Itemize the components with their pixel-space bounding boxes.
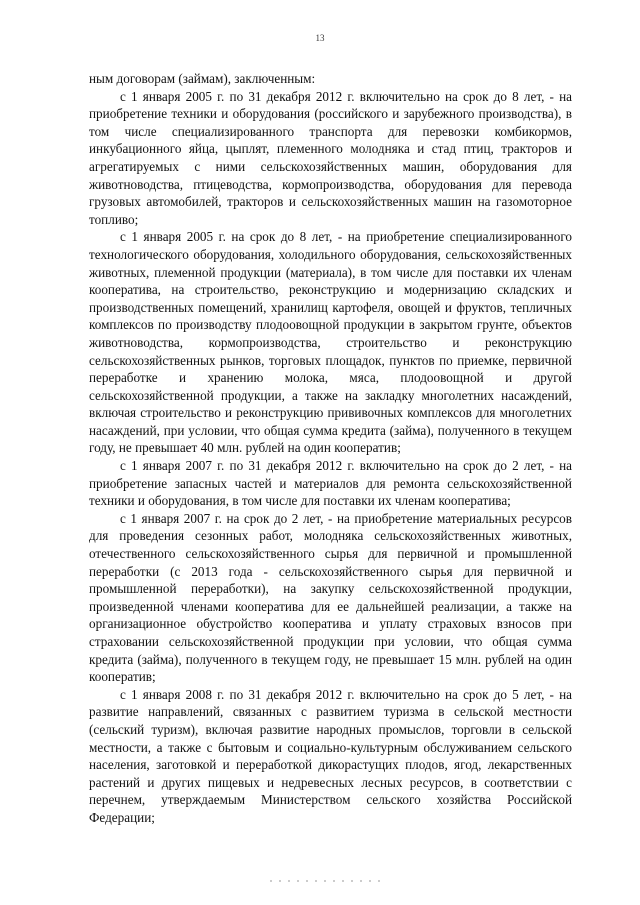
paragraph-rural-tourism-2008: с 1 января 2008 г. по 31 декабря 2012 г. включительно на срок до 5 лет, - на развитие направлений, связанных с развитием туризма в сельской местности (сельский туризм), включая развитие народных промыслов, торговли в сельской местности, а также с бытовым и социально-культурным обслуживанием сельского населения, заготовкой и переработкой дикорастущих плодов, ягод, лекарственных растений и других пищевых и недревесных лесных ресурсов, в соответствии с перечнем, утверждаемым Министерством сельского хозяйства Российской Федерации; [89,686,572,825]
paragraph-specialized-equipment-2005: с 1 января 2005 г. на срок до 8 лет, - на приобретение специализированного технологического оборудования, холодильного оборудования, сельскохозяйственных животных, племенной продукции (материала), в том числе для поставки их членам кооператива, на строительство, реконструкцию и модернизацию складских и производственных помещений, хранилищ картофеля, овощей и фруктов, тепличных комплексов по производству плодоовощной продукции в закрытом грунте, объектов животноводства, кормопроизводства, строительство и реконструкцию сельскохозяйственных рынков, торговых площадок, пунктов по приемке, первичной переработке и хранению молока, мяса, плодоовощной и другой сельскохозяйственной продукции, а также на закладку многолетних насаждений, включая строительство и реконструкцию прививочных комплексов для многолетних насаждений, при условии, что общая сумма кредита (займа), полученного в текущем году, не превышает 40 млн. рублей на один кооператив; [89,229,572,456]
paragraph-spare-parts-2007: с 1 января 2007 г. по 31 декабря 2012 г. включительно на срок до 2 лет, - на приобретение запасных частей и материалов для ремонта сельскохозяйственной техники и оборудования, в том числе для поставки их членам кооператива; [89,458,572,509]
scan-specks [270,880,380,882]
paragraph-continuation: ным договорам (займам), заключенным: [89,71,316,86]
paragraph-equipment-2005: с 1 января 2005 г. по 31 декабря 2012 г. включительно на срок до 8 лет, - на приобретение техники и оборудования (российского и зарубежного производства), в том числе специализированного транспорта для перевозки комбикормов, инкубационного яйца, цыплят, племенного молодняка и стад птиц, тракторов и агрегатируемых с ними сельскохозяйственных машин, оборудования для животноводства, птицеводства, кормопроизводства, оборудования для перевода грузовых автомобилей, тракторов и сельскохозяйственных машин на газомоторное топливо; [89,88,572,227]
document-body [89,70,572,827]
paragraph-seasonal-works-2007: с 1 января 2007 г. на срок до 2 лет, - на приобретение материальных ресурсов для проведения сезонных работ, молодняка сельскохозяйственных животных, отечественного сельскохозяйственного сырья для первичной и промышленной переработки (с 2013 года - сельскохозяйственного сырья для первичной и промышленной переработки), на закупку сельскохозяйственной продукции, произведенной членами кооператива для ее дальнейшей реализации, а также на организационное обустройство кооператива и уплату страховых взносов при страховании сельскохозяйственной продукции при условии, что общая сумма кредита (займа), полученного в текущем году, не превышает 15 млн. рублей на один кооператив; [89,510,572,685]
page-number: 13 [315,33,325,43]
